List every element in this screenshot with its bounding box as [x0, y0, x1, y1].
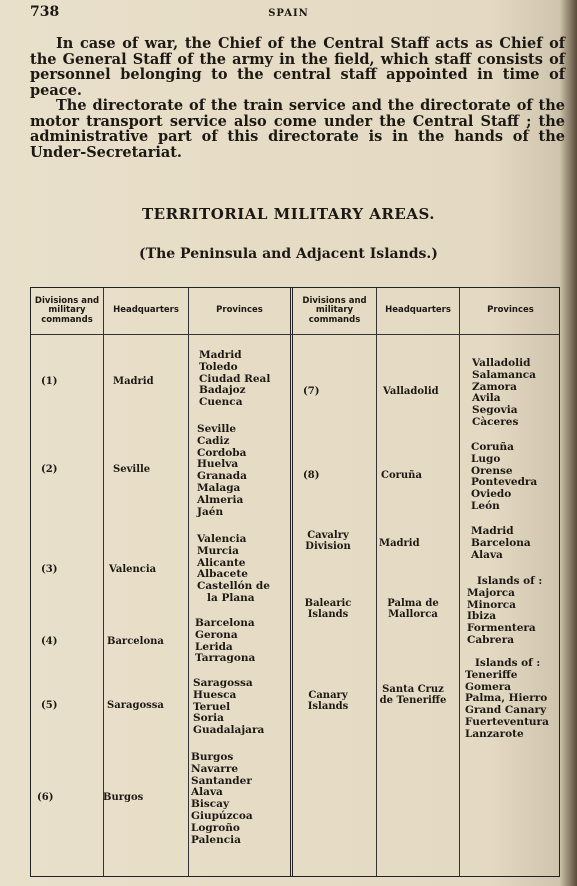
province-name: Almeria [197, 493, 244, 506]
headquarters-label: Palma de Mallorca [387, 598, 439, 621]
province-name: Barcelona [471, 536, 531, 549]
division-label: Canary Islands [307, 690, 349, 713]
header-provinces-right: Provinces [487, 305, 534, 316]
province-name: Cuenca [199, 396, 243, 409]
col-divider [376, 288, 377, 876]
province-list [197, 534, 270, 605]
province-name: la Plana [207, 591, 255, 604]
province-name: Salamanca [472, 368, 536, 381]
section-subtitle: (The Peninsula and Adjacent Islands.) [139, 246, 438, 262]
division-label: (5) [41, 700, 58, 711]
division-label: Cavalry Division [305, 530, 351, 553]
province-name: Grand Canary [465, 704, 547, 717]
province-name: Gerona [195, 628, 238, 641]
province-name: Madrid [199, 349, 242, 361]
province-name: Huelva [197, 458, 239, 471]
province-name: Giupúzcoa [191, 809, 253, 822]
col-divider-double [290, 288, 293, 876]
headquarters-label: Valladolid [383, 386, 439, 397]
headquarters-label: Santa Cruz de Teneriffe [379, 684, 447, 707]
header-provinces: Provinces [216, 305, 263, 316]
division-label: (2) [41, 464, 58, 475]
province-name: Majorca [467, 586, 515, 599]
province-name: Coruña [471, 441, 514, 453]
province-name: Alava [191, 786, 223, 799]
section-title: TERRITORIAL MILITARY AREAS. [142, 205, 435, 223]
paragraph-1: In case of war, the Chief of the Central Staff acts as Chief of the General Staff of the army in the field, which staff consists of personnel belonging to the central staff appointed in time of peace. [30, 35, 565, 99]
division-label: (8) [303, 470, 320, 481]
header-divisions-right: Divisions and military commands [302, 295, 367, 325]
province-list [191, 752, 253, 846]
province-list [471, 526, 531, 561]
headquarters-label: Saragossa [107, 700, 164, 711]
division-label: Balearic Islands [304, 598, 352, 621]
province-name: Orense [471, 464, 513, 477]
province-list [467, 576, 542, 647]
province-name: Pontevedra [471, 476, 538, 489]
province-name: Madrid [471, 525, 514, 537]
province-name: Logroño [191, 821, 240, 834]
province-name: Valladolid [472, 357, 531, 369]
province-name: Biscay [191, 798, 230, 811]
province-name: Islands of : [475, 657, 541, 669]
province-name: Palencia [191, 833, 241, 846]
province-name: Islands of : [477, 575, 543, 587]
headquarters-label: Barcelona [107, 636, 164, 647]
division-label: (7) [303, 386, 320, 397]
province-list [471, 442, 537, 513]
province-name: Ciudad Real [199, 372, 271, 385]
province-list [195, 618, 255, 665]
col-divider [188, 288, 189, 876]
province-name: Burgos [191, 751, 234, 763]
running-head: SPAIN [268, 8, 309, 19]
province-name: Seville [197, 423, 237, 435]
province-name: Cadiz [197, 434, 230, 447]
division-label: (6) [37, 792, 54, 803]
province-name: Navarre [191, 762, 239, 775]
province-name: Soria [193, 712, 224, 725]
province-name: Oviedo [471, 488, 512, 501]
header-divisions: Divisions and military commands [34, 295, 100, 325]
headquarters-label: Seville [113, 464, 151, 475]
province-name: Ibiza [467, 610, 497, 623]
province-name: Albacete [197, 568, 248, 581]
division-label: (3) [41, 564, 58, 575]
province-name: Saragossa [193, 677, 253, 689]
province-name: Cabrera [467, 633, 515, 646]
province-name: Granada [197, 470, 247, 483]
province-name: Castellón de [197, 580, 270, 593]
province-name: Lerida [195, 640, 233, 653]
division-label: (4) [41, 636, 58, 647]
province-name: Badajoz [199, 384, 246, 397]
province-list [472, 358, 536, 429]
province-name: Malaga [197, 481, 241, 494]
headquarters-label: Madrid [379, 538, 420, 549]
province-name: Lugo [471, 452, 501, 465]
province-name: Formentera [467, 622, 536, 635]
province-name: Barcelona [195, 617, 255, 629]
province-name: Alicante [197, 556, 246, 569]
province-name: Murcia [197, 544, 239, 557]
province-name: Alava [471, 548, 503, 561]
province-list [193, 678, 264, 737]
body-text [30, 36, 565, 160]
paragraph-2: The directorate of the train service and the directorate of the motor transport service also come under the Central Staff ; the administrative part of this directorate is in the hands of the Under-Secretariat. [30, 97, 565, 161]
province-name: Teruel [193, 700, 231, 713]
province-name: Cordoba [197, 446, 247, 459]
division-label: (1) [41, 376, 58, 387]
headquarters-label: Madrid [113, 376, 154, 387]
province-name: Tarragona [195, 652, 256, 665]
province-name: Guadalajara [193, 724, 265, 737]
page-number: 738 [30, 4, 60, 20]
province-name: Santander [191, 774, 252, 787]
province-name: Gomera [465, 680, 512, 693]
province-name: Fuerteventura [465, 715, 549, 728]
province-list [197, 424, 247, 518]
headquarters-label: Burgos [103, 792, 144, 803]
province-name: Jaén [197, 505, 224, 518]
military-areas-table [30, 287, 560, 877]
province-name: Càceres [472, 415, 519, 428]
province-name: León [471, 499, 500, 512]
headquarters-label: Coruña [381, 470, 422, 481]
province-name: Palma, Hierro [465, 692, 548, 705]
province-name: Lanzarote [465, 727, 524, 740]
province-list [199, 350, 270, 409]
province-name: Valencia [197, 533, 247, 545]
province-name: Teneriffe [465, 668, 518, 681]
province-name: Huesca [193, 688, 237, 701]
header-headquarters-right: Headquarters [385, 305, 451, 316]
header-headquarters: Headquarters [113, 305, 179, 316]
province-name: Toledo [199, 360, 238, 373]
province-list [465, 658, 549, 741]
province-name: Minorca [467, 598, 516, 611]
col-divider [103, 288, 104, 876]
province-name: Segovia [472, 404, 518, 417]
col-divider [459, 288, 460, 876]
province-name: Avila [472, 392, 501, 405]
header-rule [31, 334, 559, 335]
headquarters-label: Valencia [109, 564, 157, 575]
province-name: Zamora [472, 380, 517, 393]
